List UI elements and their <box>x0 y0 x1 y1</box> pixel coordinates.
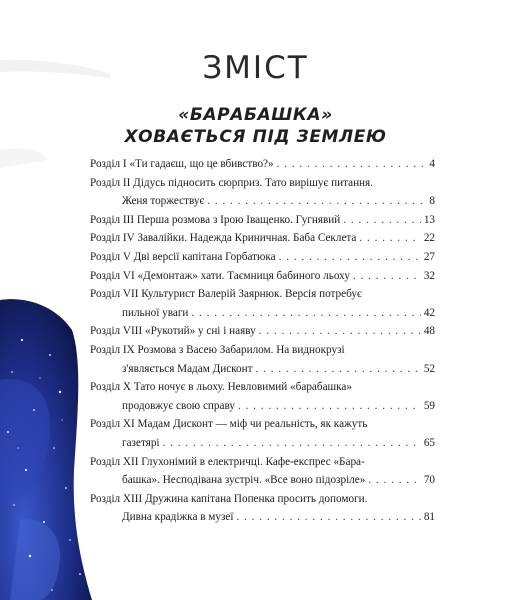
toc-entry-last-line <box>90 304 435 323</box>
dot-leader <box>256 360 421 379</box>
toc-entry <box>90 211 435 230</box>
toc-entry-last-line <box>90 248 435 267</box>
toc-entry-text: башка». Несподівана зустріч. «Все воно підозріле» <box>122 474 366 487</box>
toc-entry-line: Розділ XI Мадам Дисконт — міф чи реальність, як кажуть <box>90 418 368 431</box>
toc-page-number: 59 <box>423 399 435 412</box>
toc-page-number: 42 <box>423 306 435 319</box>
toc-page-number: 4 <box>429 158 435 170</box>
toc-page-number: 32 <box>423 269 435 282</box>
dot-leader <box>207 192 426 211</box>
dot-leader <box>191 304 420 323</box>
toc-page-number: 81 <box>423 511 435 524</box>
toc-entry-text: Розділ V Дві версії капітана Горбатюка <box>90 250 276 263</box>
toc-entry-text: Женя торжествує <box>122 195 205 208</box>
dot-leader <box>236 508 420 527</box>
toc-entry <box>90 341 435 378</box>
toc-entry-last-line <box>90 471 435 490</box>
toc-entry-text: пильної уваги <box>122 306 189 319</box>
toc-entry-text: Розділ VIII «Рукотий» у сні і наяву <box>90 325 256 338</box>
toc-entry-line: Розділ IX Розмова з Васею Забарилом. На виднокрузі <box>90 343 345 356</box>
dot-leader <box>359 229 420 248</box>
toc-entry <box>90 453 435 490</box>
dot-leader <box>259 322 421 341</box>
toc-page-number: 65 <box>423 436 435 449</box>
toc-entry <box>90 378 435 415</box>
toc-page-number: 27 <box>423 250 435 263</box>
toc-entry-last-line <box>90 229 435 248</box>
toc-entry-text: Дивна крадіжка в музеї <box>122 511 234 524</box>
toc-entry-last-line <box>90 508 435 527</box>
toc-entry-text: Розділ IV Завалійки. Надежда Криничная. Баба Секлета <box>90 232 357 245</box>
toc-entry-last-line <box>90 211 435 230</box>
toc-entry-text: Розділ III Перша розмова з Ірою Іващенко. Гугнявий <box>90 213 341 226</box>
toc-entry-last-line <box>90 192 435 211</box>
toc-page-number: 52 <box>423 362 435 375</box>
toc-entry-last-line <box>90 155 435 174</box>
toc-entry-line: Розділ XII Глухонімий в електричці. Кафе-експрес «Бара- <box>90 455 365 468</box>
toc-page-number: 8 <box>429 195 435 208</box>
toc-page-number: 70 <box>423 474 435 487</box>
dot-leader <box>238 397 421 416</box>
dot-leader <box>279 248 421 267</box>
toc-entry-last-line <box>90 397 435 416</box>
toc-entry-last-line <box>90 434 435 453</box>
toc-entry-text: Розділ VI «Демонтаж» хати. Таємниця бабиного льоху <box>90 269 350 282</box>
toc-page-number: 13 <box>423 213 435 226</box>
dot-leader <box>277 155 427 174</box>
book-title <box>0 104 511 148</box>
toc-entry-last-line <box>90 360 435 379</box>
toc-entry-text: з'являється Мадам Дисконт <box>122 362 253 375</box>
toc-entry-last-line <box>90 322 435 341</box>
dot-leader <box>368 471 420 490</box>
contents-heading: ЗМІСТ <box>202 50 309 86</box>
toc-page-number: 48 <box>423 325 435 338</box>
dot-leader <box>343 211 421 230</box>
toc-entry-text: Розділ І «Ти гадаєш, що це вбивство?» <box>90 158 274 170</box>
toc-entry <box>90 174 435 211</box>
dot-leader <box>163 434 421 453</box>
toc-page-number: 22 <box>423 232 435 245</box>
toc-entry <box>90 229 435 248</box>
toc-entry <box>90 322 435 341</box>
toc-entry-line: Розділ II Дідусь підносить сюрприз. Тато вирішує питання. <box>90 176 373 189</box>
toc-entry-line: Розділ VII Культурист Валерій Заярнюк. Версія потребує <box>90 288 362 301</box>
toc-entry-line: Розділ XIII Дружина капітана Попенка просить допомоги. <box>90 492 368 505</box>
toc-entry <box>90 285 435 322</box>
toc-entry <box>90 415 435 452</box>
dot-leader <box>353 267 421 286</box>
toc-entry <box>90 248 435 267</box>
toc-entry-line: Розділ X Тато ночує в льоху. Невловимий «барабашка» <box>90 381 352 394</box>
toc-entry <box>90 267 435 286</box>
table-of-contents <box>90 155 435 527</box>
toc-entry-text: продовжує свою справу <box>122 399 235 412</box>
book-title-line-1: «БАРАБАШКА» <box>178 105 333 125</box>
toc-entry <box>90 490 435 527</box>
toc-entry <box>90 155 435 174</box>
toc-entry-text: газетярі <box>122 436 160 449</box>
toc-entry-last-line <box>90 267 435 286</box>
book-title-line-2: ХОВАЄТЬСЯ ПІД ЗЕМЛЕЮ <box>124 127 387 147</box>
